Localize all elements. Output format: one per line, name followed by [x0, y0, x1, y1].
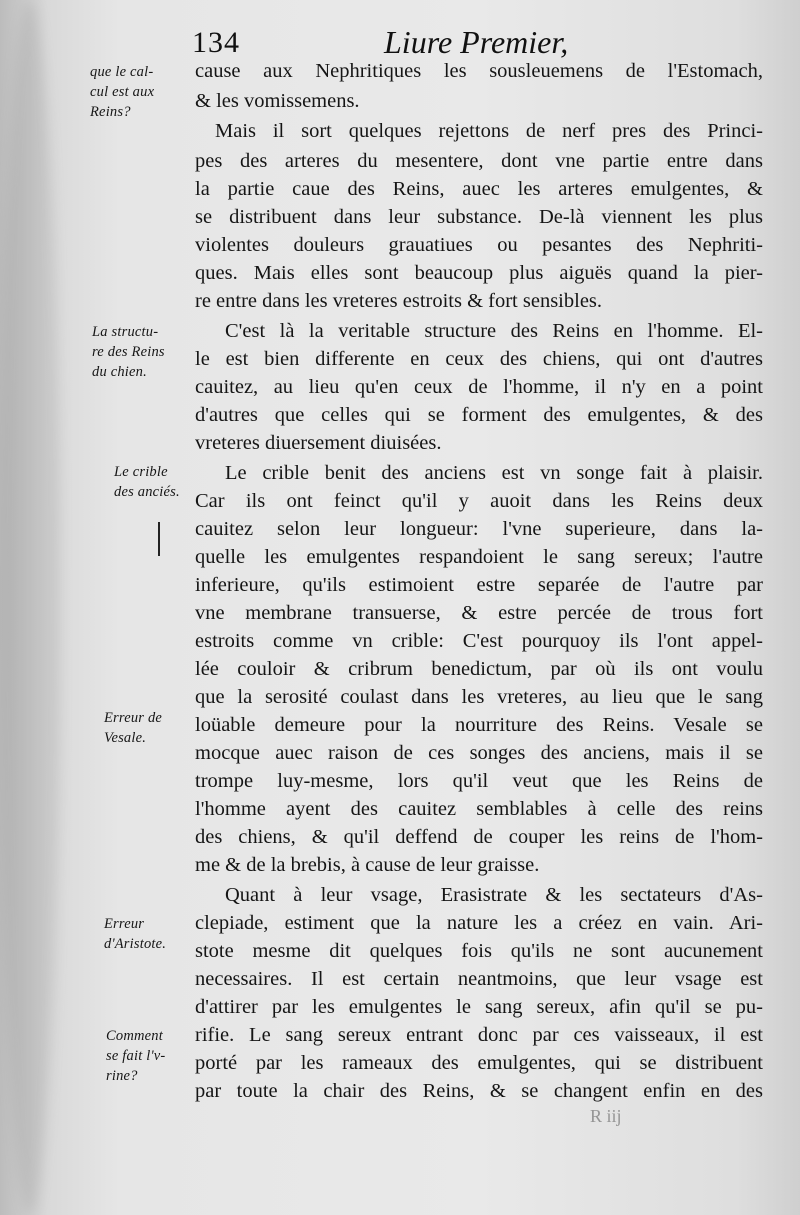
text-line: vreteres diuersement diuisées.: [195, 432, 442, 454]
text-line: par toute la chair des Reins, & se changent enfin en des: [195, 1080, 763, 1102]
text-line: d'attirer par les emulgentes le sang sereux, afin qu'il se pu-: [195, 996, 763, 1018]
text-line: se distribuent dans leur substance. De-là viennent les plus: [195, 206, 763, 228]
text-line: rifie. Le sang sereux entrant donc par ces vaisseaux, il est: [195, 1024, 763, 1046]
text-line: le est bien differente en ceux des chiens, qui ont d'autres: [195, 348, 763, 370]
text-line: cause aux Nephritiques les sousleuemens de l'Estomach,: [195, 60, 763, 82]
text-line: quelle les emulgentes respandoient le sang sereux; l'autre: [195, 546, 763, 568]
text-line: la partie caue des Reins, auec les arteres emulgentes, &: [195, 178, 763, 200]
text-line: me & de la brebis, à cause de leur graisse.: [195, 854, 540, 876]
text-line: loüable demeure pour la nourriture des Reins. Vesale se: [195, 714, 763, 736]
text-line: C'est là la veritable structure des Reins en l'homme. El-: [225, 320, 763, 342]
text-line: trompe luy-mesme, lors qu'il veut que les Reins de: [195, 770, 763, 792]
text-line: l'homme ayent des cauitez semblables à celle des reins: [195, 798, 763, 820]
text-line: lée couloir & cribrum benedictum, par où ils ont voulu: [195, 658, 763, 680]
margin-note-line: Comment: [106, 1028, 163, 1044]
text-line: violentes douleurs grauatiues ou pesantes des Nephriti-: [195, 234, 763, 256]
margin-note-structure: [92, 322, 204, 382]
text-line: porté par les rameaux des emulgentes, qui se distribuent: [195, 1052, 763, 1074]
margin-note-line: se fait l'v-: [106, 1048, 166, 1064]
text-line: ques. Mais elles sont beaucoup plus aiguës quand la pier-: [195, 262, 763, 284]
margin-note-line: d'Aristote.: [104, 936, 167, 952]
text-line: Mais il sort quelques rejettons de nerf pres des Princi-: [215, 120, 763, 142]
text-line: Car ils ont feinct qu'il y auoit dans les Reins deux: [195, 490, 763, 512]
text-line: stote mesme dit quelques fois qu'ils ne sont aucunement: [195, 940, 763, 962]
margin-note-line: rine?: [106, 1068, 138, 1084]
text-line: des chiens, & qu'il deffend de couper les reins de l'hom-: [195, 826, 763, 848]
margin-note-line: Erreur: [104, 916, 145, 932]
text-line: d'autres que celles qui se forment des emulgentes, & des: [195, 404, 763, 426]
margin-mark: [158, 522, 160, 556]
margin-note-line: Reins?: [90, 104, 131, 120]
margin-note-line: des anciés.: [114, 484, 180, 500]
text-line: & les vomissemens.: [195, 90, 360, 112]
text-line: Quant à leur vsage, Erasistrate & les sectateurs d'As-: [225, 884, 763, 906]
text-line: re entre dans les vreteres estroits & fort sensibles.: [195, 290, 603, 312]
running-title: Liure Premier,: [384, 24, 569, 60]
text-line: estroits comme vn crible: C'est pourquoy ils l'ont appel-: [195, 630, 763, 652]
page-shadow: [0, 0, 60, 1215]
text-line: clepiade, estiment que la nature les a créez en vain. Ari-: [195, 912, 763, 934]
text-line: inferieure, qu'ils estimoient estre separée de l'autre par: [195, 574, 763, 596]
page-number: 134: [192, 26, 240, 59]
margin-note-line: Erreur de: [104, 710, 163, 726]
signature-mark: R iij: [590, 1106, 622, 1126]
text-line: pes des arteres du mesentere, dont vne partie entre dans: [195, 150, 763, 172]
text-line: necessaires. Il est certain neantmoins, que leur vsage est: [195, 968, 763, 990]
text-line: Le crible benit des anciens est vn songe fait à plaisir.: [225, 462, 763, 484]
text-line: mocque auec raison de ces songes des anciens, mais il se: [195, 742, 763, 764]
margin-note-line: Vesale.: [104, 730, 147, 746]
text-line: cauitez, au lieu qu'en ceux de l'homme, il n'y en a point: [195, 376, 763, 398]
margin-note-line: que le cal-: [90, 64, 154, 80]
margin-note-line: La structu-: [92, 324, 159, 340]
margin-note-line: cul est aux: [90, 84, 155, 100]
text-line: cauitez selon leur longueur: l'vne superieure, dans la-: [195, 518, 763, 540]
text-line: que la serosité coulast dans les vreteres, au lieu que le sang: [195, 686, 763, 708]
text-line: vne membrane transuerse, & estre percée de trous fort: [195, 602, 763, 624]
margin-note-line: Le crible: [114, 464, 168, 480]
margin-note-line: du chien.: [92, 364, 147, 380]
margin-note-line: re des Reins: [92, 344, 165, 360]
margin-note-calcul: [90, 62, 202, 122]
